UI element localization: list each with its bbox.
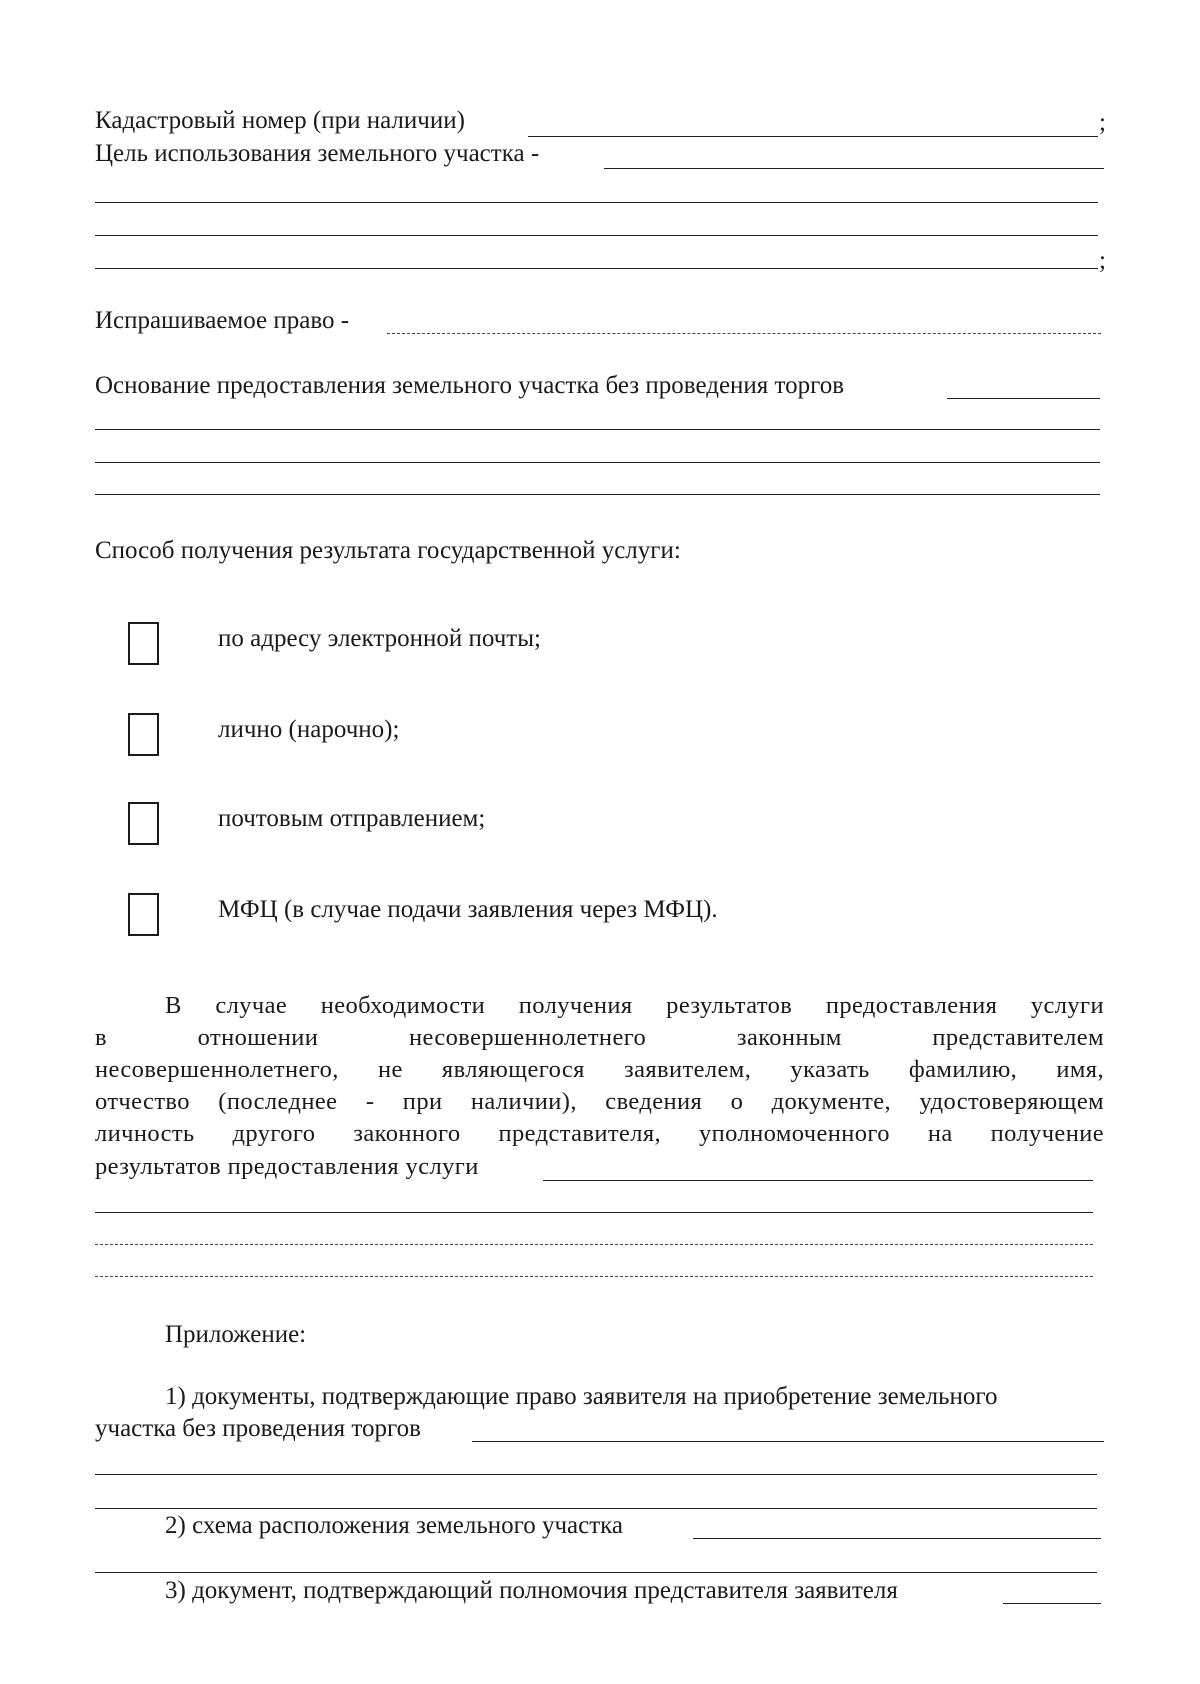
minor-paragraph-last-line: результатов предоставления услуги bbox=[95, 1153, 479, 1180]
basis-field-line[interactable] bbox=[95, 494, 1100, 495]
representative-field-line[interactable] bbox=[95, 1244, 1093, 1245]
attachment-2-field-line[interactable] bbox=[95, 1572, 1097, 1573]
requested-right-field[interactable] bbox=[387, 333, 1101, 334]
requested-right-label: Испрашиваемое право - bbox=[95, 307, 350, 334]
option-mfc-label: МФЦ (в случае подачи заявления через МФЦ). bbox=[218, 896, 718, 923]
representative-field[interactable] bbox=[543, 1180, 1093, 1181]
checkbox-email[interactable] bbox=[128, 622, 159, 665]
purpose-field-line[interactable] bbox=[95, 268, 1098, 269]
attachment-1-field[interactable] bbox=[472, 1441, 1104, 1442]
option-in-person-label: лично (нарочно); bbox=[218, 716, 400, 743]
semicolon: ; bbox=[1099, 247, 1106, 274]
attachment-1-field-line[interactable] bbox=[95, 1474, 1097, 1475]
attachment-1-line1: 1) документы, подтверждающие право заявителя на приобретение земельного bbox=[165, 1383, 998, 1410]
minor-paragraph-line: В случае необходимости получения результатов предоставления услуги bbox=[165, 992, 1104, 1019]
basis-field[interactable] bbox=[947, 398, 1100, 399]
checkbox-mfc[interactable] bbox=[128, 893, 159, 936]
checkbox-in-person[interactable] bbox=[128, 713, 159, 756]
minor-paragraph-line: личность другого законного представителя, уполномоченного на получение bbox=[95, 1120, 1104, 1147]
attachment-3-label: 3) документ, подтверждающий полномочия представителя заявителя bbox=[165, 1577, 898, 1604]
cadastral-number-field[interactable] bbox=[528, 136, 1098, 137]
attachments-heading: Приложение: bbox=[165, 1321, 307, 1348]
attachment-2-field[interactable] bbox=[693, 1538, 1101, 1539]
purpose-field[interactable] bbox=[604, 168, 1104, 169]
purpose-field-line[interactable] bbox=[95, 202, 1098, 203]
semicolon: ; bbox=[1099, 109, 1106, 136]
basis-label: Основание предоставления земельного участка без проведения торгов bbox=[95, 372, 845, 399]
attachment-2-label: 2) схема расположения земельного участка bbox=[165, 1512, 624, 1539]
minor-paragraph-line: отчество (последнее - при наличии), сведения о документе, удостоверяющем bbox=[95, 1088, 1104, 1115]
cadastral-number-label: Кадастровый номер (при наличии) bbox=[95, 107, 465, 134]
minor-paragraph-line: несовершеннолетнего, не являющегося заявителем, указать фамилию, имя, bbox=[95, 1056, 1104, 1083]
option-email-label: по адресу электронной почты; bbox=[218, 625, 541, 652]
attachment-1-field-line[interactable] bbox=[95, 1508, 1097, 1509]
option-post-label: почтовым отправлением; bbox=[218, 805, 486, 832]
representative-field-line[interactable] bbox=[95, 1212, 1093, 1213]
representative-field-line[interactable] bbox=[95, 1276, 1093, 1277]
basis-field-line[interactable] bbox=[95, 429, 1100, 430]
attachment-3-field[interactable] bbox=[1003, 1603, 1101, 1604]
delivery-heading: Способ получения результата государственной услуги: bbox=[95, 537, 681, 564]
attachment-1-line2: участка без проведения торгов bbox=[95, 1415, 421, 1442]
basis-field-line[interactable] bbox=[95, 462, 1100, 463]
purpose-label: Цель использования земельного участка - bbox=[95, 140, 540, 167]
minor-paragraph-line: в отношении несовершеннолетнего законным представителем bbox=[95, 1024, 1104, 1051]
checkbox-post[interactable] bbox=[128, 802, 159, 845]
purpose-field-line[interactable] bbox=[95, 235, 1098, 236]
